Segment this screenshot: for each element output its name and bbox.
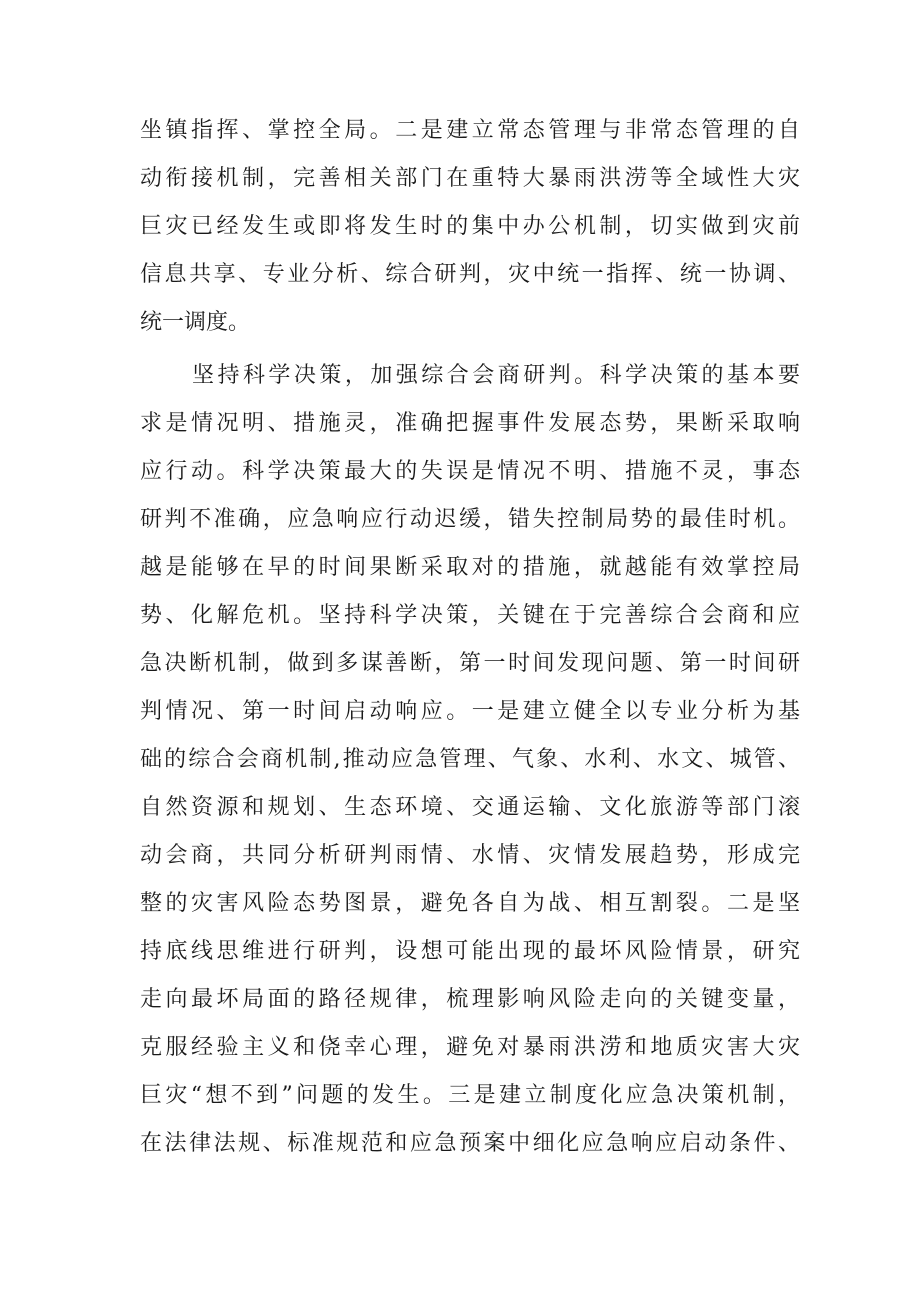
text-line: 急决断机制，做到多谋善断，第一时间发现问题、第一时间研 [140, 651, 800, 676]
text-line: 在法律法规、标准规范和应急预案中细化应急响应启动条件、 [140, 1131, 800, 1156]
text-line: 判情况、第一时间启动响应。一是建立健全以专业分析为基 [140, 699, 800, 724]
text-line: 础的综合会商机制,推动应急管理、气象、水利、水文、城管、 [140, 747, 800, 772]
text-line: 研判不准确，应急响应行动迟缓，错失控制局势的最佳时机。 [140, 507, 800, 532]
text-line: 越是能够在早的时间果断采取对的措施，就越能有效掌控局 [140, 555, 800, 580]
text-line: 走向最坏局面的路径规律，梳理影响风险走向的关键变量， [140, 987, 800, 1012]
text-line: 持底线思维进行研判，设想可能出现的最坏风险情景，研究 [140, 939, 800, 964]
text-line: 整的灾害风险态势图景，避免各自为战、相互割裂。二是坚 [140, 891, 800, 916]
text-line: 克服经验主义和侥幸心理，避免对暴雨洪涝和地质灾害大灾 [140, 1035, 800, 1060]
text-line: 势、化解危机。坚持科学决策，关键在于完善综合会商和应 [140, 603, 800, 628]
text-line: 动衔接机制，完善相关部门在重特大暴雨洪涝等全域性大灾 [140, 166, 800, 191]
text-line: 求是情况明、措施灵，准确把握事件发展态势，果断采取响 [140, 411, 800, 436]
text-line: 应行动。科学决策最大的失误是情况不明、措施不灵，事态 [140, 459, 800, 484]
text-line: 动会商，共同分析研判雨情、水情、灾情发展趋势，形成完 [140, 843, 800, 868]
paragraph-first-line: 坚持科学决策，加强综合会商研判。科学决策的基本要 [192, 363, 800, 388]
text-line: 坐镇指挥、掌控全局。二是建立常态管理与非常态管理的自 [140, 118, 800, 143]
text-line: 自然资源和规划、生态环境、交通运输、文化旅游等部门滚 [140, 795, 800, 820]
text-line: 巨灾已经发生或即将发生时的集中办公机制，切实做到灾前 [140, 214, 800, 239]
text-line: 巨灾“想不到”问题的发生。三是建立制度化应急决策机制， [140, 1083, 800, 1108]
text-line: 信息共享、专业分析、综合研判，灾中统一指挥、统一协调、 [140, 262, 800, 287]
text-line: 统一调度。 [140, 310, 251, 335]
